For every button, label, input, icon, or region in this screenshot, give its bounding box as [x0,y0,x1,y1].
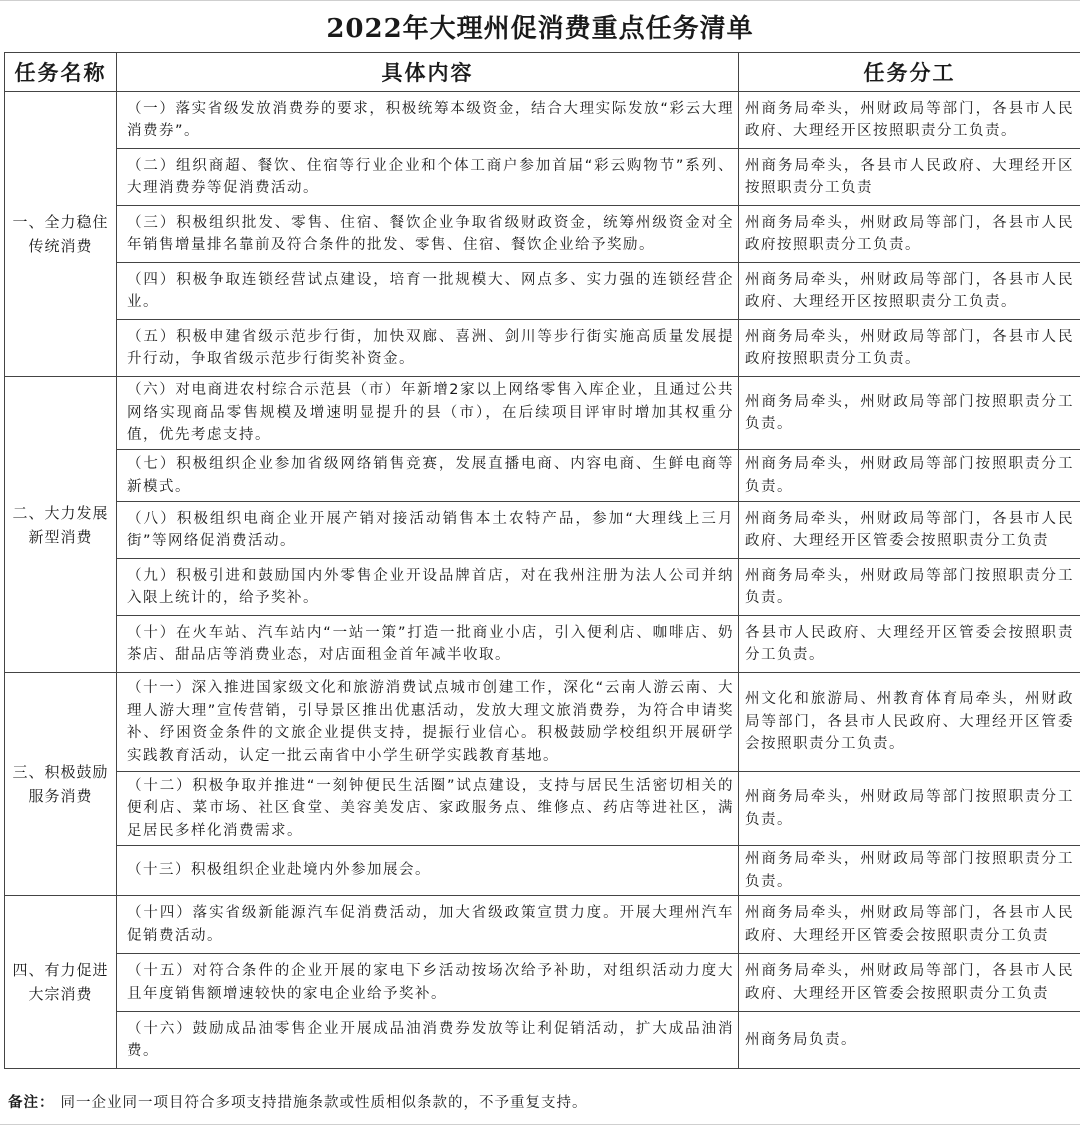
row-division: 州商务局牵头，州财政局等部门，各县市人民政府、大理经开区按照职责分工负责。 [739,263,1080,320]
row-content: （五）积极申建省级示范步行街，加快双廊、喜洲、剑川等步行街实施高质量发展提升行动，争取省级示范步行街奖补资金。 [117,320,739,377]
row-division: 州商务局牵头，州财政局等部门，各县市人民政府、大理经开区管委会按照职责分工负责 [739,896,1080,954]
bottom-rule [0,1124,1080,1125]
table-row [5,772,1080,846]
table-row [5,846,1080,896]
category-name-line1: 一、全力稳住 [12,213,109,231]
table-row [5,616,1080,673]
row-division: 州商务局牵头，州财政局等部门按照职责分工负责。 [739,377,1080,450]
table-row [5,263,1080,320]
table-row [5,377,1080,450]
row-content: （九）积极引进和鼓励国内外零售企业开设品牌首店，对在我州注册为法人公司并纳入限上统计的，给予奖补。 [117,559,739,616]
row-content: （四）积极争取连锁经营试点建设，培育一批规模大、网点多、实力强的连锁经营企业。 [117,263,739,320]
category-name-line2: 服务消费 [28,787,93,805]
row-division: 州商务局牵头，州财政局等部门按照职责分工负责。 [739,559,1080,616]
page-title: 2022年大理州促消费重点任务清单 [326,13,754,44]
category-name-line1: 三、积极鼓励 [12,763,109,781]
category-cell-1 [5,92,117,377]
header-content: 具体内容 [117,53,739,92]
row-division: 州商务局牵头，州财政局等部门，各县市人民政府按照职责分工负责。 [739,206,1080,263]
table-row [5,559,1080,616]
category-cell-4 [5,896,117,1069]
row-content: （十一）深入推进国家级文化和旅游消费试点城市创建工作，深化“云南人游云南、大理人游大理”宣传营销，引导景区推出优惠活动，发放大理文旅消费券，为符合申请奖补、纾困资金条件的文旅企业提供支持，提振行业信心。积极鼓励学校组织开展研学实践教育活动，认定一批云南省中小学生研学实践教育基地。 [117,673,739,772]
table-row [5,320,1080,377]
category-cell-3 [5,673,117,896]
table-row [5,673,1080,772]
row-content: （十六）鼓励成品油零售企业开展成品油消费券发放等让利促销活动，扩大成品油消费。 [117,1012,739,1069]
row-content: （三）积极组织批发、零售、住宿、餐饮企业争取省级财政资金，统筹州级资金对全年销售增量排名靠前及符合条件的批发、零售、住宿、餐饮企业给予奖励。 [117,206,739,263]
row-division: 州商务局牵头，州财政局等部门，各县市人民政府、大理经开区管委会按照职责分工负责 [739,502,1080,559]
row-division: 州商务局牵头，州财政局等部门按照职责分工负责。 [739,772,1080,846]
category-name-line1: 四、有力促进 [12,961,109,979]
footnote-label: 备注： [8,1094,55,1111]
footnote [8,1086,1068,1116]
row-division: 州商务局牵头，州财政局等部门按照职责分工负责。 [739,450,1080,502]
table-row [5,954,1080,1012]
row-division: 州文化和旅游局、州教育体育局牵头，州财政局等部门，各县市人民政府、大理经开区管委会按照职责分工负责。 [739,673,1080,772]
row-content: （八）积极组织电商企业开展产销对接活动销售本土农特产品，参加“大理线上三月街”等网络促消费活动。 [117,502,739,559]
table-row [5,92,1080,149]
table-row [5,502,1080,559]
row-division: 各县市人民政府、大理经开区管委会按照职责分工负责。 [739,616,1080,673]
table-row [5,450,1080,502]
row-division: 州商务局牵头，各县市人民政府、大理经开区按照职责分工负责 [739,149,1080,206]
row-content: （六）对电商进农村综合示范县（市）年新增2家以上网络零售入库企业，且通过公共网络实现商品零售规模及增速明显提升的县（市），在后续项目评审时增加其权重分值，优先考虑支持。 [117,377,739,450]
table-row [5,1012,1080,1069]
table-header-row [5,53,1080,92]
row-content: （十三）积极组织企业赴境内外参加展会。 [117,846,739,896]
row-division: 州商务局负责。 [739,1012,1080,1069]
category-name-line2: 新型消费 [28,527,93,546]
header-task-name: 任务名称 [5,53,117,92]
row-division: 州商务局牵头，州财政局等部门，各县市人民政府、大理经开区管委会按照职责分工负责 [739,954,1080,1012]
category-cell-2 [5,377,117,673]
category-name-line2: 大宗消费 [28,985,93,1003]
category-name-line1: 二、大力发展 [12,503,109,522]
row-content: （一）落实省级发放消费券的要求，积极统筹本级资金，结合大理实际发放“彩云大理消费券”。 [117,92,739,149]
row-division: 州商务局牵头，州财政局等部门，各县市人民政府、大理经开区按照职责分工负责。 [739,92,1080,149]
row-division: 州商务局牵头，州财政局等部门按照职责分工负责。 [739,846,1080,896]
task-table [4,52,1080,1069]
header-division: 任务分工 [739,53,1080,92]
row-content: （二）组织商超、餐饮、住宿等行业企业和个体工商户参加首届“彩云购物节”系列、大理消费券等促消费活动。 [117,149,739,206]
table-row [5,896,1080,954]
row-content: （十）在火车站、汽车站内“一站一策”打造一批商业小店，引入便利店、咖啡店、奶茶店、甜品店等消费业态，对店面租金首年减半收取。 [117,616,739,673]
row-division: 州商务局牵头，州财政局等部门，各县市人民政府按照职责分工负责。 [739,320,1080,377]
table-row [5,206,1080,263]
footnote-text: 同一企业同一项目符合多项支持措施条款或性质相似条款的，不予重复支持。 [60,1094,588,1111]
row-content: （十二）积极争取并推进“一刻钟便民生活圈”试点建设，支持与居民生活密切相关的便利店、菜市场、社区食堂、美容美发店、家政服务点、维修点、药店等进社区，满足居民多样化消费需求。 [117,772,739,846]
row-content: （七）积极组织企业参加省级网络销售竞赛，发展直播电商、内容电商、生鲜电商等新模式。 [117,450,739,502]
row-content: （十五）对符合条件的企业开展的家电下乡活动按场次给予补助，对组织活动力度大且年度销售额增速较快的家电企业给予奖补。 [117,954,739,1012]
row-content: （十四）落实省级新能源汽车促消费活动，加大省级政策宣贯力度。开展大理州汽车促销费活动。 [117,896,739,954]
category-name-line2: 传统消费 [28,237,93,255]
table-row [5,149,1080,206]
